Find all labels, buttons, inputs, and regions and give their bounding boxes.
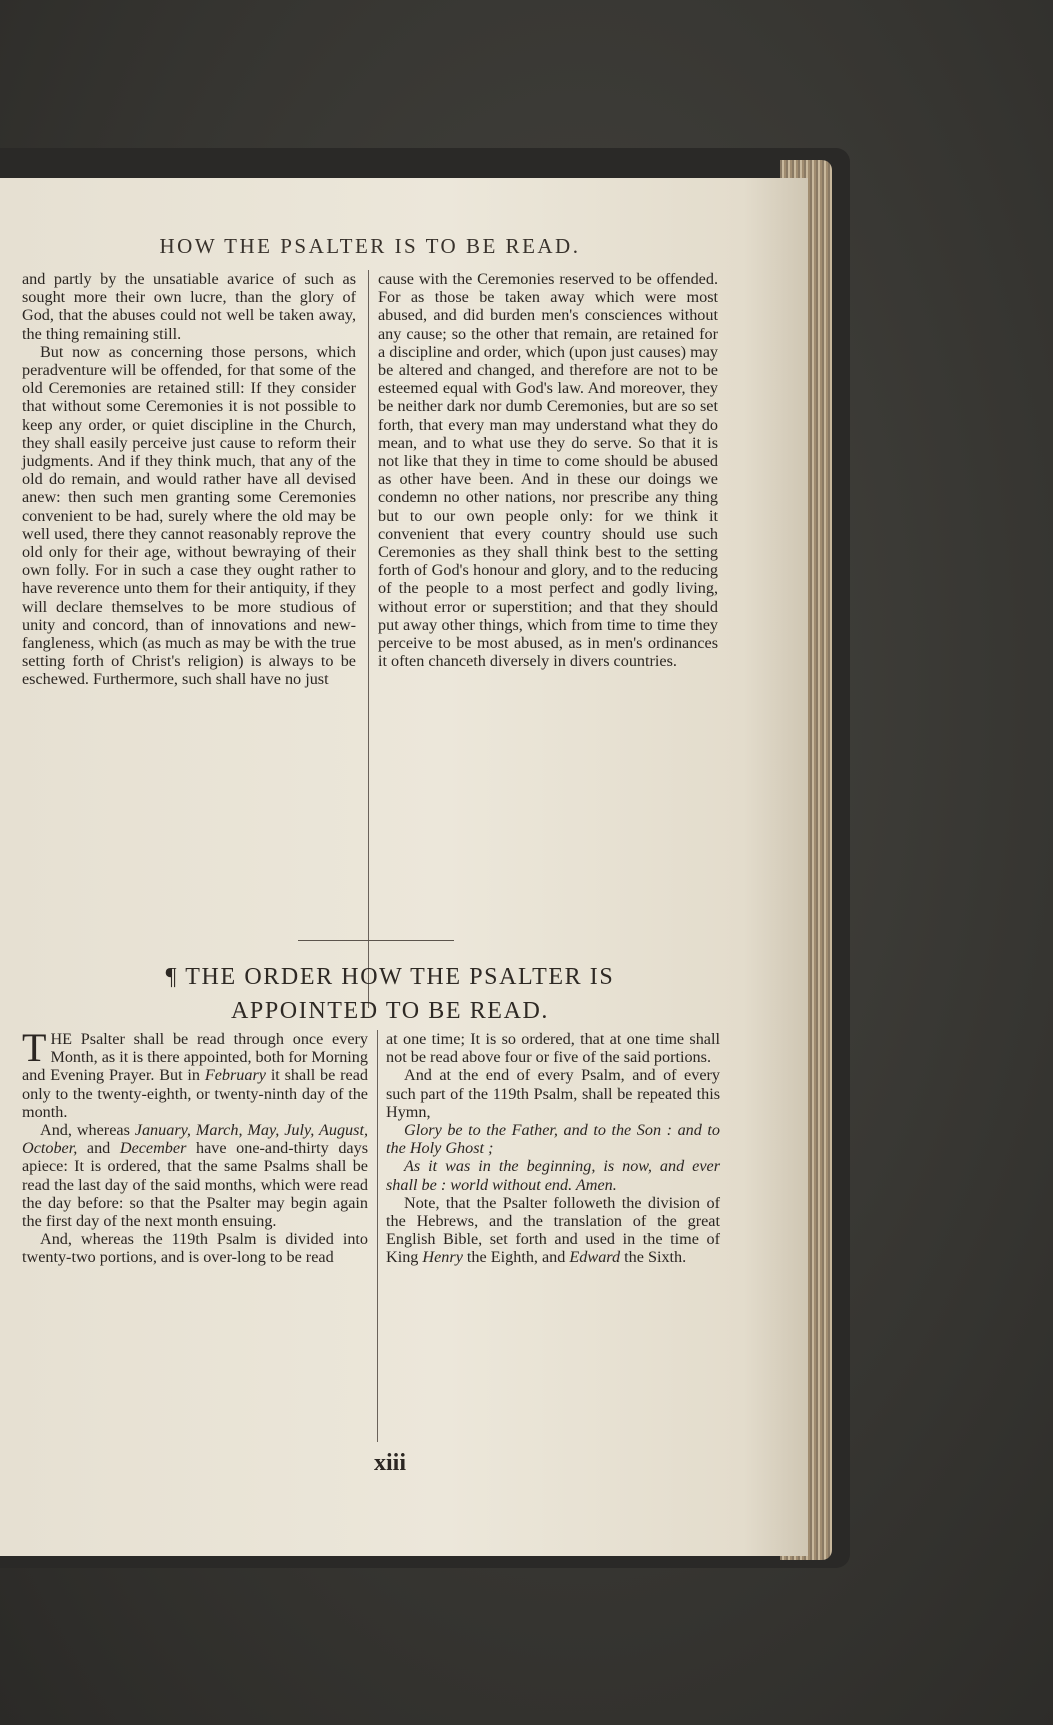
lower-left-column <box>22 1025 369 1267</box>
upper-left-column <box>22 270 356 689</box>
upper-right-column <box>378 270 718 670</box>
drop-cap: T <box>22 1025 47 1070</box>
paragraph: But now as concerning those persons, which peradventure will be offended, for that some of the old Ceremonies are retained still: If they consider that without some Ceremonies it is not possible to keep any order, or quiet discipline in the Church, they shall easily perceive just cause to reform their judgments. And if they think much, that any of the old do remain, and would rather have all devised anew: then such men granting some Ceremonies convenient to be had, surely where the old may be well used, there they cannot reasonably reprove the old only for their age, without bewraying of their own folly. For in such a case they ought rather to have reverence unto them for their antiquity, if they will declare themselves to be more studious of unity and concord, than of innovations and new-fangleness, which (as much as may be with the true setting forth of Christ's religion) is always to be eschewed. Furthermore, such shall have no just <box>22 342 356 689</box>
paragraph: at one time; It is so ordered, that at one time shall not be read above four or five of the said portions. <box>386 1030 720 1067</box>
hymn-line: Glory be to the Father, and to the Son : and to the Holy Ghost ; <box>386 1121 720 1158</box>
paragraph: And, whereas January, March, May, July, August, October, and December have one-and-thirty days apiece: It is ordered, that the same Psalms shall be read the last day of the said months, which were read the day before: so that the Psalter may begin again the first day of the next month ensuing. <box>22 1121 369 1231</box>
paragraph: And at the end of every Psalm, and of every such part of the 119th Psalm, shall be repeated this Hymn, <box>386 1066 720 1121</box>
hymn-line: As it was in the beginning, is now, and ever shall be : world without end. Amen. <box>386 1157 720 1194</box>
section-heading-line: APPOINTED TO BE READ. <box>230 998 550 1024</box>
section-heading-line: ¶ THE ORDER HOW THE PSALTER IS <box>165 964 615 990</box>
column-rule <box>377 1030 378 1442</box>
paragraph: And, whereas the 119th Psalm is divided into twenty-two portions, and is over-long to be read <box>22 1230 368 1267</box>
page-number: xiii <box>373 1450 406 1476</box>
running-head: HOW THE PSALTER IS TO BE READ. <box>159 234 581 258</box>
paragraph: cause with the Ceremonies reserved to be offended. For as those be taken away which were most abused, and did burden men's consciences without any cause; so the other that remain, are retained for a discipline and order, which (upon just causes) may be altered and changed, and therefore are not to be esteemed equal with God's law. And moreover, they be neither dark nor dumb Ceremonies, but are so set forth, that every man may understand what they do mean, and to what use they do serve. So that it is not like that they in time to come should be abused as other have been. And in these our doings we condemn no other nations, nor prescribe any thing but to our own people only: for we think it convenient that every country should use such Ceremonies as they shall think best to the setting forth of God's honour and glory, and to the reducing of the people to a most perfect and godly living, without error or superstition; and that they should put away other things, which from time to time they perceive to be most abused, as in men's ordinances it often chanceth diversely in divers countries. <box>378 270 718 671</box>
paragraph: THE Psalter shall be read through once every Month, as it is there appointed, both for Morning and Evening Prayer. But in February it shall be read only to the twenty-eighth, or twenty-ninth day of the month. <box>22 1025 368 1121</box>
section-heading <box>50 960 730 1028</box>
paragraph: Note, that the Psalter followeth the division of the Hebrews, and the translation of the great English Bible, set forth and used in the time of King Henry the Eighth, and Edward the Sixth. <box>386 1193 720 1267</box>
column-rule <box>368 270 369 1008</box>
book-page <box>0 178 808 1556</box>
section-divider <box>298 940 454 941</box>
paragraph: and partly by the unsatiable avarice of such as sought more their own lucre, than the glory of God, that the abuses could not well be taken away, the thing remaining still. <box>22 270 356 343</box>
lower-right-column <box>386 1030 720 1267</box>
